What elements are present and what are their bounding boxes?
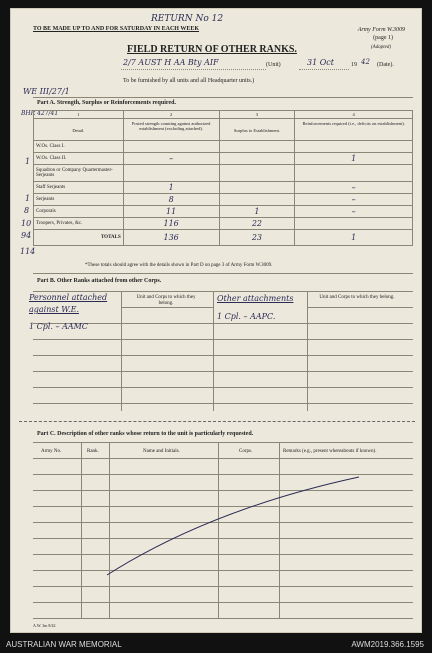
margin-number: 94 (21, 231, 32, 240)
form-number: Army Form W.3009 (357, 27, 405, 33)
margin-number: 1 (25, 194, 31, 203)
totals-posted: 136 (123, 230, 219, 246)
part-c-title: Part C. Description of other ranks whose return to the unit is particularly requested. (37, 431, 254, 437)
row-reinforcements: – (295, 182, 413, 194)
col-number: 3 (219, 111, 295, 119)
row-detail: Serjeants (34, 194, 124, 206)
margin-number: 114 (20, 247, 36, 256)
archive-accession-number: AWM2019.366.1595 (351, 640, 424, 649)
row-reinforcements: 1 (295, 153, 413, 165)
totals-reinforcements: 1 (295, 230, 413, 246)
row-detail: Troopers, Privates, &c. (34, 218, 124, 230)
row-surplus: 1 (219, 206, 295, 218)
archive-credit: AUSTRALIAN WAR MEMORIAL (6, 640, 122, 649)
unit-label: (Unit) (266, 62, 281, 68)
date-handwritten: 31 Oct (307, 58, 334, 67)
form-adapted: (Adapted) (371, 45, 391, 50)
col-number: 2 (123, 111, 219, 119)
totals-footnote: *These totals should agree with the details shown in Part D on page 3 of Army Form W.3009. (85, 263, 273, 268)
part-a-title: Part A. Strength, Surplus or Reinforcements required. (37, 100, 176, 106)
date-label: (Date). (377, 62, 394, 68)
year-handwritten: 42 (361, 58, 370, 66)
part-a-reference: BHR 427/41 (21, 110, 59, 117)
header-surplus: Surplus to Establishment. (219, 119, 295, 141)
part-c-header-army-no: Army No. (41, 449, 62, 454)
row-posted: 116 (123, 218, 219, 230)
part-b-left-entry: 1 Cpl. – AAMC (29, 322, 88, 331)
row-detail: Corporals (34, 206, 124, 218)
part-c-header-remarks: Remarks (e.g., present whereabouts if known). (283, 449, 377, 454)
weekly-instruction: TO BE MADE UP TO AND FOR SATURDAY IN EACH WEEK (33, 26, 200, 32)
form-page: (page 1) (373, 35, 393, 41)
col-number: 4 (295, 111, 413, 119)
margin-number: 10 (21, 219, 32, 228)
part-b-right-heading: Other attachments (217, 294, 294, 303)
form-title: FIELD RETURN OF OTHER RANKS. (127, 44, 297, 55)
row-detail: W.Os. Class II. (34, 153, 124, 165)
part-b-left-heading: against W.E. (29, 305, 79, 314)
part-b-header-left: Unit and Corps to which they belong. (136, 295, 196, 306)
part-b-right-entry: 1 Cpl. – AAPC. (217, 312, 276, 321)
we-reference: WE III/27/1 (23, 87, 70, 96)
return-number: RETURN No 12 (151, 14, 224, 24)
part-b-header-right: Unit and Corps to which they belong. (319, 295, 395, 300)
row-posted: 1 (123, 182, 219, 194)
row-detail: W.Os. Class I. (34, 141, 124, 153)
row-posted: 11 (123, 206, 219, 218)
part-b-left-heading: Personnel attached (29, 293, 108, 302)
row-posted: – (123, 153, 219, 165)
row-posted: 8 (123, 194, 219, 206)
totals-label: TOTALS (34, 230, 124, 246)
part-c-header-corps: Corps. (239, 449, 253, 454)
print-code: A.W. 3m 8/42 (33, 623, 56, 628)
strike-through-line (11, 9, 423, 634)
totals-surplus: 23 (219, 230, 295, 246)
form-sheet (10, 8, 422, 633)
margin-number: 8 (24, 206, 30, 215)
row-reinforcements: – (295, 194, 413, 206)
col-number: 1 (34, 111, 124, 119)
part-c-header-rank: Rank. (87, 449, 99, 454)
header-posted: Posted strength counting against authorized establishment (excluding attached). (123, 119, 219, 141)
year-prefix: 19 (351, 62, 357, 68)
unit-handwritten: 2/7 AUST H AA Bty AIF (123, 58, 219, 67)
part-c-header-name: Name and Initials. (143, 449, 180, 454)
header-reinforcements: Reinforcements required (i.e., deficits on establishment). (295, 119, 413, 141)
row-reinforcements: – (295, 206, 413, 218)
part-b-title: Part B. Other Ranks attached from other Corps. (37, 278, 162, 284)
row-detail: Squadron or Company Quartermaster-Serjeants (34, 165, 124, 182)
furnish-note: To be furnished by all units and all Headquarter units.) (123, 78, 255, 84)
margin-number: 1 (25, 157, 31, 166)
row-detail: Staff Serjeants (34, 182, 124, 194)
header-detail: Detail. (34, 119, 124, 141)
row-surplus: 22 (219, 218, 295, 230)
